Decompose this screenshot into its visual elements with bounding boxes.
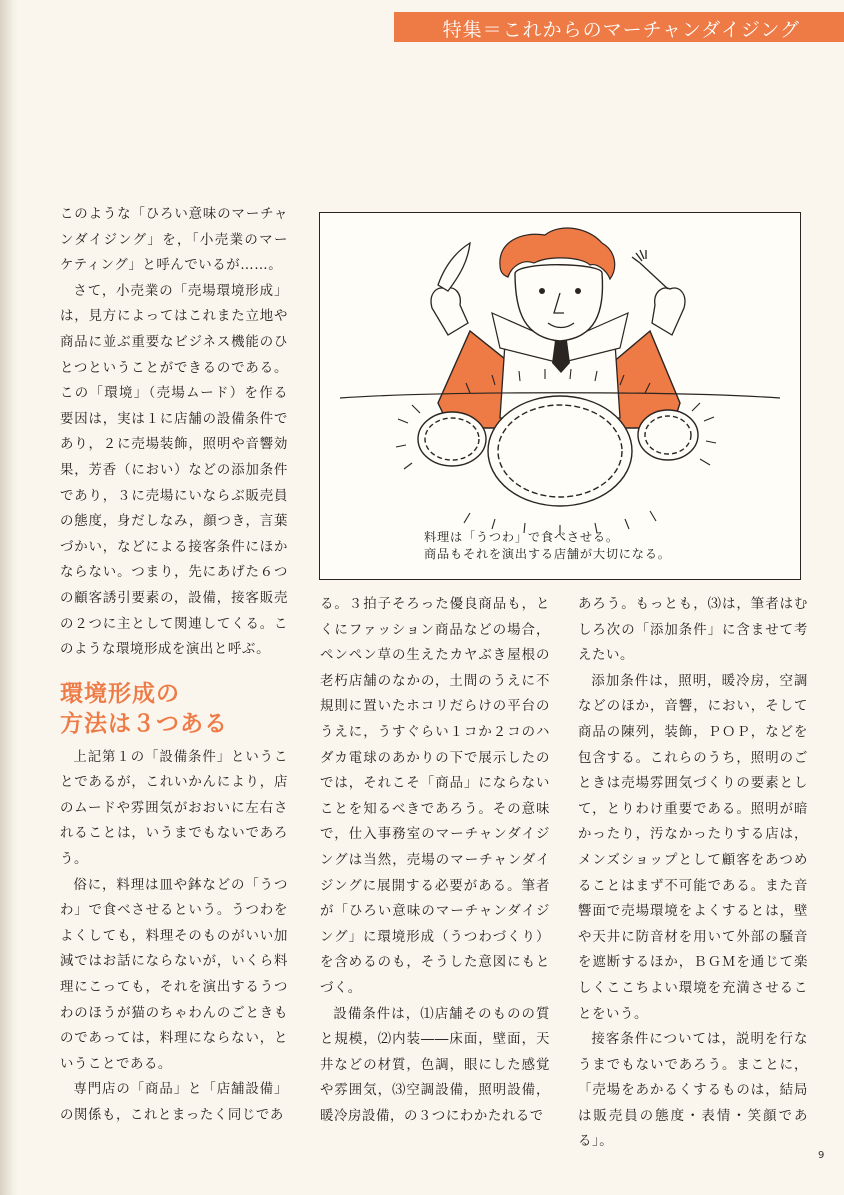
right-eye xyxy=(575,288,581,294)
paragraph: このような「ひろい意味のマーチャンダイジング」を，「小売業のマーケティング」と呼んでいるが……。 xyxy=(60,207,288,274)
figure-caption xyxy=(424,529,671,563)
center-plate xyxy=(488,396,632,506)
plates xyxy=(418,396,698,506)
paragraph: 専門店の「商品」と「店舗設備」の関係も，これとまったく同じであ xyxy=(60,1082,288,1123)
caption-line-1: 料理は「うつわ」で食べさせる。 xyxy=(424,530,619,544)
left-hand xyxy=(431,288,468,335)
section-heading xyxy=(60,679,288,739)
paragraph: 接客条件については，説明を行なうまでもないであろう。まことに，「売場をあかるくするものは，結局は販売員の態度・表情・笑顔である」。 xyxy=(578,1032,808,1150)
caption-line-2: 商品もそれを演出する店舗が大切になる。 xyxy=(424,547,671,561)
column-3 xyxy=(578,592,808,1155)
left-plate xyxy=(418,412,486,466)
paragraph: 添加条件は，照明，暖冷房，空調などのほか，音響，におい，そして商品の陳列，装飾，ＰＯＰ，などを包含する。これらのうち，照明のごときは売場雰囲気づくりの要素として，とりわけ重要である。照明が暗かったり，汚なかったりする店は，メンズショップとして顧客をあつめることはまず不可能である。また音響面で売場環境をよくするとは，壁や天井に防音材を用いて外部の騒音を遮断するほか，ＢＧＭを通じて楽しくここちよい環境を充満させることをいう。 xyxy=(578,673,808,1022)
paragraph: 設備条件は，⑴店舗そのものの質と規模，⑵内装――床面，壁面，天井などの材質，色調，眼にした感覚や雰囲気，⑶空調設備，照明設備，暖冷房設備，の３つにわかたれるで xyxy=(320,1006,550,1124)
section-heading-line-2: 方法は３つある xyxy=(60,710,228,737)
column-2 xyxy=(320,592,550,1129)
paragraph: 俗に，料理は皿や鉢などの「うつわ」で食べさせるという。うつわをよくしても，料理そのものがいい加減ではお話にならないが，いくら料理にこっても，それを演出するうつわのほうが猫のちゃわんのごときものであっては，料理にならない，ということである。 xyxy=(60,877,288,1072)
knife xyxy=(438,243,470,291)
diner-illustration xyxy=(320,213,802,581)
column-1 xyxy=(60,202,288,1129)
paragraph: 上記第１の「設備条件」ということであるが，これいかんにより，店のムードや雰囲気がおおいに左右されることは，いうまでもないであろう。 xyxy=(60,749,288,868)
page-number: 9 xyxy=(818,1150,825,1161)
right-plate xyxy=(638,410,698,460)
paragraph: る。３拍子そろった優良商品も，とくにファッション商品などの場合，ペンペン草の生えたカヤぶき屋根の老朽店舗のなかの，土間のうえに不規則に置いたホコリだらけの平台のうえに，うすぐらい１コか２コのハダカ電球のあかりの下で展示したのでは，それこそ「商品」にならないことを知るべきであろう。その意味で，仕入事務室のマーチャンダイジングは当然，売場のマーチャンダイジングに展開する必要がある。筆者が「ひろい意味のマーチャンダイジング」に環境形成（うつわづくり）を含めるのも，そうした意図にもとづく。 xyxy=(320,597,550,996)
paragraph: さて，小売業の「売場環境形成」は，見方によってはこれまた立地や商品に並ぶ重要なビジネス機能のひとつということができるのである。この「環境」（売場ムード）を作る要因は，実は１に店舗の設備条件であり，２に売場装飾，照明や音響効果，芳香（におい）などの添加条件であり，３に売場にいならぶ販売員の態度，身だしなみ，顔つき，言葉づかい，などによる接客条件にほかならない。つまり，先にあげた６つの顧客誘引要素の，設備，接客販売の２つに主として関連してくる。このような環境形成を演出と呼ぶ。 xyxy=(60,283,288,658)
paragraph: あろう。もっとも，⑶は，筆者はむしろ次の「添加条件」に含ませて考えたい。 xyxy=(578,597,808,664)
header-title: 特集＝これからのマーチャンダイジング xyxy=(442,19,800,41)
illustration-figure xyxy=(319,212,801,580)
right-hand xyxy=(652,288,685,335)
section-heading-line-1: 環境形成の xyxy=(60,680,180,707)
fork xyxy=(632,250,668,289)
left-eye xyxy=(539,288,545,294)
header-bar xyxy=(394,12,844,42)
page-binding-shadow xyxy=(0,0,18,1195)
